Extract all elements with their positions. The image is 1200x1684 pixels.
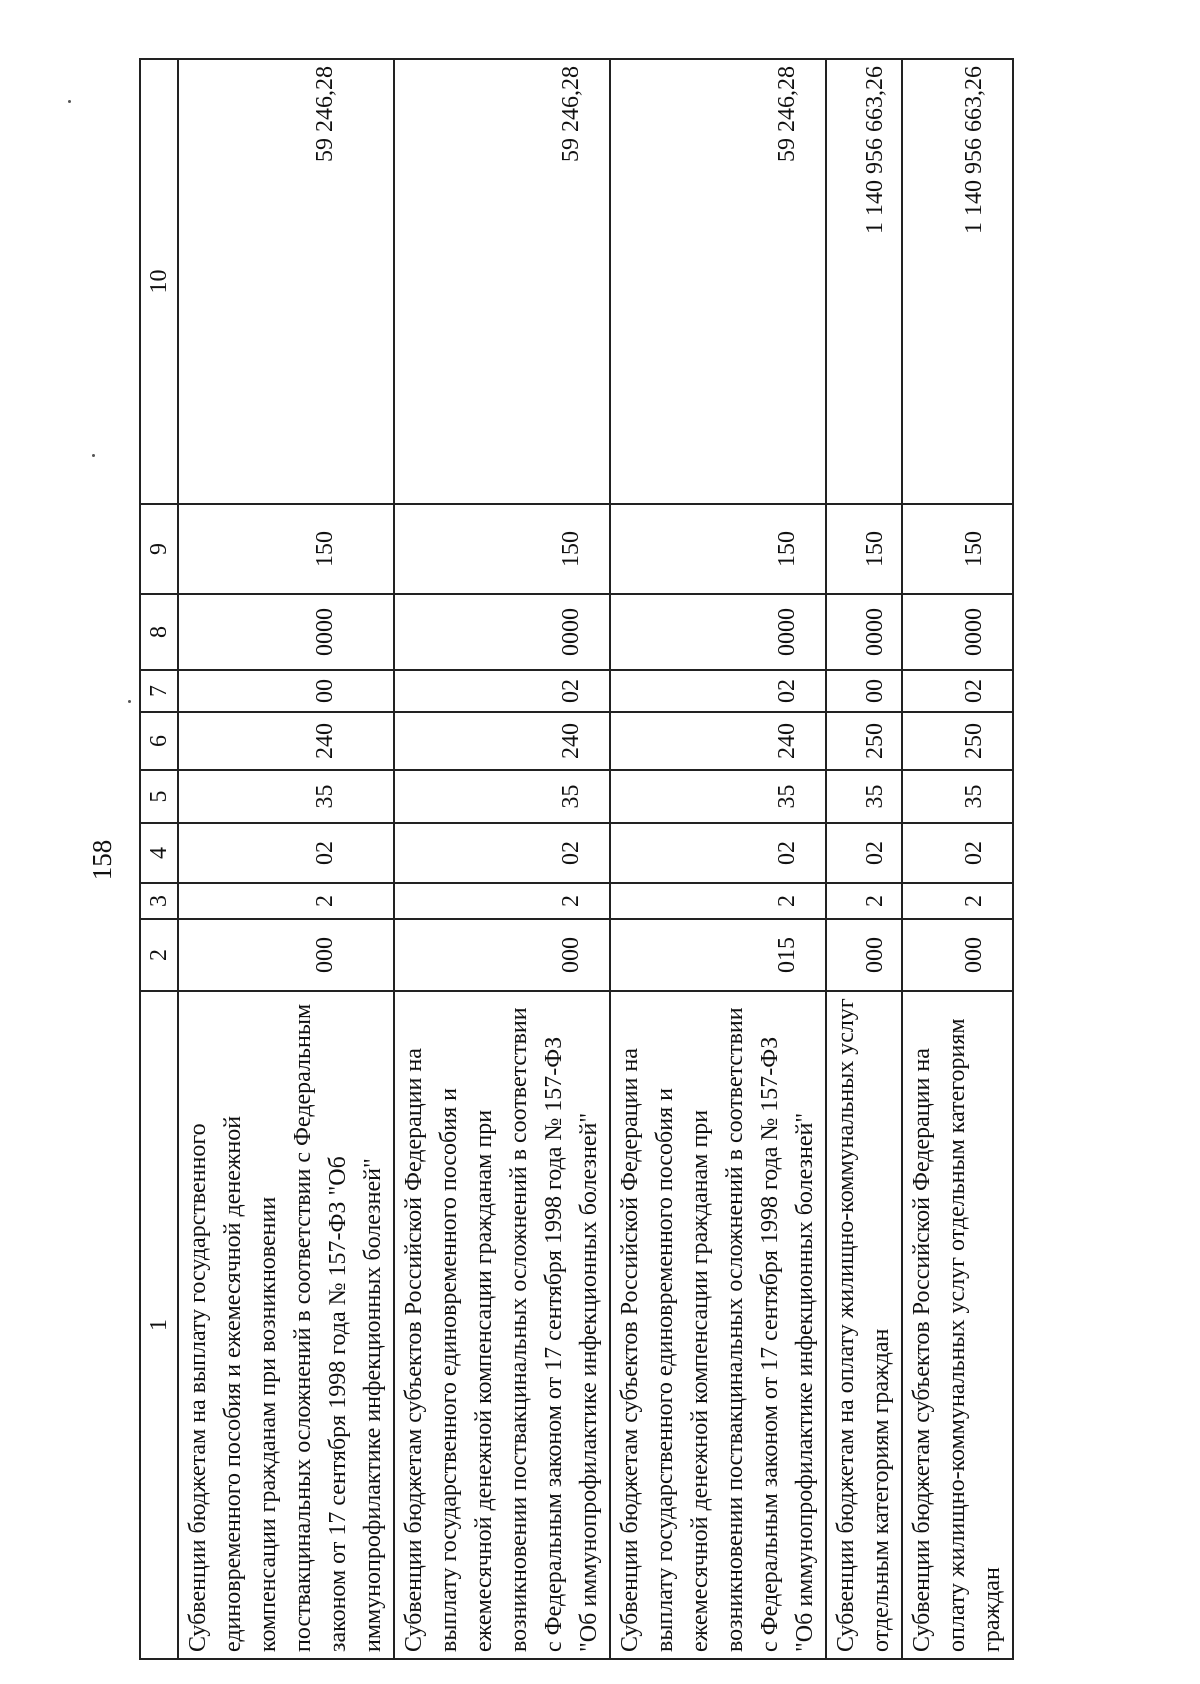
code-cell: 35 bbox=[610, 770, 826, 823]
column-header: 5 bbox=[140, 770, 178, 823]
table-row bbox=[902, 59, 1013, 1659]
code-cell: 250 bbox=[826, 712, 902, 770]
amount-cell: 59 246,28 bbox=[178, 59, 394, 504]
code-cell: 000 bbox=[394, 919, 610, 991]
table-row bbox=[394, 59, 610, 1659]
code-cell: 000 bbox=[826, 919, 902, 991]
code-cell: 35 bbox=[826, 770, 902, 823]
code-cell: 000 bbox=[902, 919, 1013, 991]
code-cell: 150 bbox=[394, 504, 610, 594]
scan-speck bbox=[68, 100, 71, 103]
code-cell: 02 bbox=[610, 670, 826, 712]
rotated-landscape-content bbox=[75, 60, 1095, 1660]
code-cell: 240 bbox=[394, 712, 610, 770]
column-header: 1 bbox=[140, 991, 178, 1659]
row-description: Субвенции бюджетам субъектов Российской Федерации на оплату жилищно-коммунальных услуг отдельным категориям граждан bbox=[902, 991, 1013, 1659]
header-row bbox=[140, 59, 178, 1659]
code-cell: 0000 bbox=[394, 594, 610, 670]
code-cell: 02 bbox=[178, 823, 394, 883]
column-header: 2 bbox=[140, 919, 178, 991]
column-header: 7 bbox=[140, 670, 178, 712]
code-cell: 2 bbox=[178, 883, 394, 919]
row-description: Субвенции бюджетам субъектов Российской Федерации на выплату государственного единовременного пособия и ежемесячной денежной компенсации гражданам при возникновении поствакцинальных осложнений в соответствии с Федеральным законом от 17 сентября 1998 года № 157-ФЗ "Об иммунопрофилактике инфекционных болезней" bbox=[610, 991, 826, 1659]
row-description: Субвенции бюджетам субъектов Российской Федерации на выплату государственного единовременного пособия и ежемесячной денежной компенсации гражданам при возникновении поствакцинальных осложнений в соответствии с Федеральным законом от 17 сентября 1998 года № 157-ФЗ "Об иммунопрофилактике инфекционных болезней" bbox=[394, 991, 610, 1659]
code-cell: 02 bbox=[394, 670, 610, 712]
row-description: Субвенции бюджетам на оплату жилищно-коммунальных услуг отдельным категориям граждан bbox=[826, 991, 902, 1659]
code-cell: 35 bbox=[394, 770, 610, 823]
code-cell: 35 bbox=[178, 770, 394, 823]
column-header: 8 bbox=[140, 594, 178, 670]
code-cell: 240 bbox=[178, 712, 394, 770]
column-header: 9 bbox=[140, 504, 178, 594]
amount-cell: 59 246,28 bbox=[610, 59, 826, 504]
code-cell: 35 bbox=[902, 770, 1013, 823]
scan-speck bbox=[128, 700, 131, 703]
code-cell: 2 bbox=[610, 883, 826, 919]
amount-cell: 59 246,28 bbox=[394, 59, 610, 504]
code-cell: 02 bbox=[826, 823, 902, 883]
code-cell: 150 bbox=[610, 504, 826, 594]
code-cell: 000 bbox=[178, 919, 394, 991]
table-row bbox=[178, 59, 394, 1659]
column-header: 3 bbox=[140, 883, 178, 919]
amount-cell: 1 140 956 663,26 bbox=[826, 59, 902, 504]
column-header: 4 bbox=[140, 823, 178, 883]
row-description: Субвенции бюджетам на выплату государственного единовременного пособия и ежемесячной денежной компенсации гражданам при возникновении поствакцинальных осложнений в соответствии с Федеральным законом от 17 сентября 1998 года № 157-ФЗ "Об иммунопрофилактике инфекционных болезней" bbox=[178, 991, 394, 1659]
column-header: 6 bbox=[140, 712, 178, 770]
page-number: 158 bbox=[87, 839, 117, 881]
code-cell: 015 bbox=[610, 919, 826, 991]
code-cell: 0000 bbox=[902, 594, 1013, 670]
code-cell: 02 bbox=[902, 823, 1013, 883]
code-cell: 240 bbox=[610, 712, 826, 770]
code-cell: 150 bbox=[826, 504, 902, 594]
code-cell: 02 bbox=[902, 670, 1013, 712]
code-cell: 2 bbox=[826, 883, 902, 919]
amount-cell: 1 140 956 663,26 bbox=[902, 59, 1013, 504]
budget-table bbox=[139, 58, 1014, 1660]
code-cell: 0000 bbox=[826, 594, 902, 670]
code-cell: 00 bbox=[178, 670, 394, 712]
column-header: 10 bbox=[140, 59, 178, 504]
code-cell: 250 bbox=[902, 712, 1013, 770]
code-cell: 0000 bbox=[610, 594, 826, 670]
code-cell: 0000 bbox=[178, 594, 394, 670]
table-row bbox=[610, 59, 826, 1659]
scan-speck bbox=[92, 454, 95, 457]
code-cell: 02 bbox=[394, 823, 610, 883]
code-cell: 150 bbox=[902, 504, 1013, 594]
code-cell: 02 bbox=[610, 823, 826, 883]
code-cell: 150 bbox=[178, 504, 394, 594]
table-row bbox=[826, 59, 902, 1659]
code-cell: 00 bbox=[826, 670, 902, 712]
code-cell: 2 bbox=[902, 883, 1013, 919]
code-cell: 2 bbox=[394, 883, 610, 919]
